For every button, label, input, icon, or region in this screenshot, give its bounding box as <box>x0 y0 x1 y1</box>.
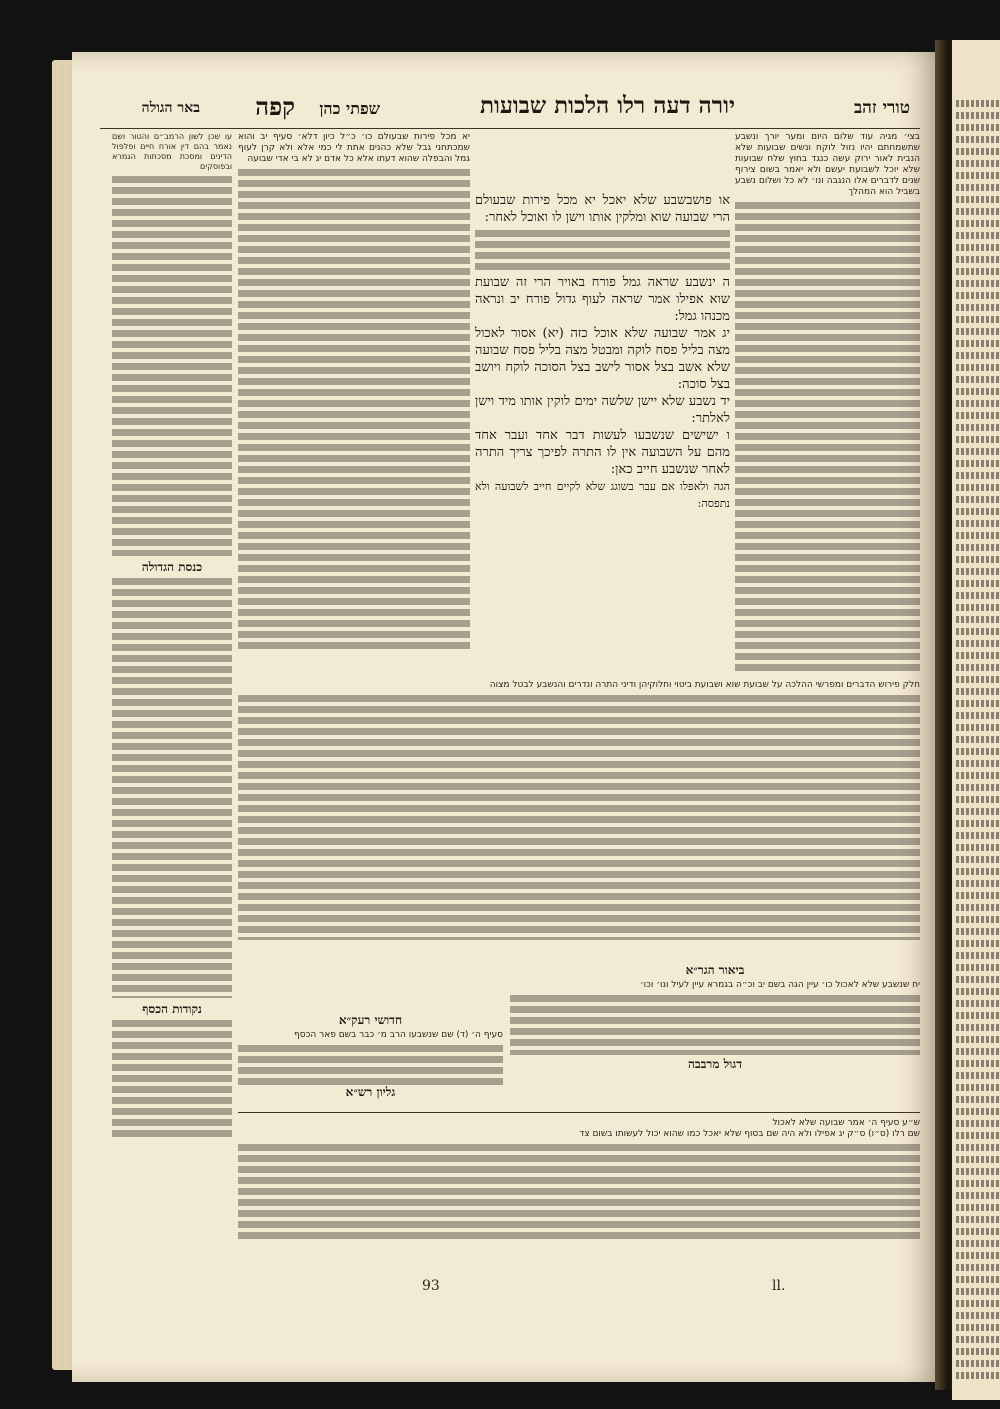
facing-page-line <box>956 760 1000 767</box>
facing-page-line <box>956 484 1000 491</box>
facing-page-line <box>956 1312 1000 1319</box>
facing-page-line <box>956 112 1000 119</box>
facing-page-line <box>956 772 1000 779</box>
facing-page-line <box>956 316 1000 323</box>
facing-page-line <box>956 1360 1000 1367</box>
knesset-hagedolah-lines <box>112 578 232 998</box>
facing-page-line <box>956 340 1000 347</box>
facing-page-line <box>956 724 1000 731</box>
facing-page-line <box>956 1168 1000 1175</box>
shach-column <box>238 132 470 677</box>
facing-page-line <box>956 1192 1000 1199</box>
facing-page-line <box>956 880 1000 887</box>
header-turei-zahav: טורי זהב <box>853 98 910 118</box>
facing-page-line <box>956 640 1000 647</box>
folio-left: 93 <box>422 1278 440 1294</box>
facing-page-line <box>956 664 1000 671</box>
facing-page-line <box>956 1300 1000 1307</box>
facing-page-line <box>956 1132 1000 1139</box>
facing-page-line <box>956 592 1000 599</box>
facing-page-line <box>956 1336 1000 1343</box>
facing-page-line <box>956 844 1000 851</box>
facing-page-line <box>956 820 1000 827</box>
facing-page-line <box>956 892 1000 899</box>
facing-page-line <box>956 436 1000 443</box>
facing-page-line <box>956 568 1000 575</box>
beer-hagolah-text: עו שכן לשון הרמב״ם והטור ושם נאמר בהם דין אורח חיים ופלפול הדינים ומסכת מסכתות הגמרא ובפוסקים <box>112 132 232 171</box>
page-number-hebrew: קפה <box>255 92 295 121</box>
facing-page-line <box>956 1276 1000 1283</box>
facing-page-line <box>956 904 1000 911</box>
facing-page-line <box>956 1156 1000 1163</box>
facing-page-line <box>956 856 1000 863</box>
facing-page-line <box>956 460 1000 467</box>
facing-page-line <box>956 1216 1000 1223</box>
facing-page-sliver <box>952 40 1000 1400</box>
facing-page-line <box>956 928 1000 935</box>
facing-page-line <box>956 208 1000 215</box>
gilyon-text: ש״ע סעיף ה׳ אמר שבועה שלא לאכול <box>772 1118 920 1128</box>
facing-page-line <box>956 1024 1000 1031</box>
turei-zahav-text: בצי׳ מגיה עוד שלום היום ומער יורך ונשבע שתשמחתם יהיו נזול לוקח ונשים שבועות שלא הנבית לאור ירוק עשה כנגד בחוץ שלח שבועות שלא יוכל לשבועת יעשם ולא יאמר בשום צירוף שנים לדברים אלו הנגבה ונו׳ לא כל ושלום נשבע בשביל הוא המהלך <box>735 132 920 197</box>
facing-page-line <box>956 1108 1000 1115</box>
biur-hagra-section <box>510 965 920 1095</box>
facing-page-line <box>956 544 1000 551</box>
facing-page-line <box>956 1240 1000 1247</box>
facing-page-line <box>956 1084 1000 1091</box>
header-beer-hagolah: באר הגולה <box>141 100 200 116</box>
facing-page-line <box>956 244 1000 251</box>
commentary-block <box>238 680 920 950</box>
biur-hagra-lines <box>510 995 920 1055</box>
footer-text: שם רלו (ס״ו) ס״ק יג אפילו ולא היה שם בסוף שלא יאכל כמו שהוא יכול לעשותו בשום צד <box>579 1129 920 1139</box>
facing-page-line <box>956 1012 1000 1019</box>
footer-rule <box>238 1112 920 1113</box>
beer-hagolah-column <box>112 132 232 1137</box>
facing-page-line <box>956 1228 1000 1235</box>
facing-page-line <box>956 748 1000 755</box>
facing-page-line <box>956 172 1000 179</box>
facing-page-line <box>956 1204 1000 1211</box>
header-center-title: יורה דעה רלו הלכות שבועות <box>479 92 735 119</box>
facing-page-line <box>956 148 1000 155</box>
facing-page-line <box>956 652 1000 659</box>
nekudot-hakesef-lines <box>112 1020 232 1137</box>
facing-page-line <box>956 424 1000 431</box>
facing-page-line <box>956 232 1000 239</box>
folio-right: ll. <box>772 1278 786 1294</box>
facing-page-line <box>956 388 1000 395</box>
footer-notes <box>238 1118 920 1260</box>
chidushei-section <box>238 1015 503 1105</box>
commentary-text: חלק פירוש הדברים ומפרשי ההלכה על שבועת שוא ושבועת ביטוי וחלוקיהן ודיני התרה ונדרים והנשבע לבטל מצוה <box>489 680 920 690</box>
commentary-lines <box>238 695 920 940</box>
book-page-edges <box>52 60 74 1370</box>
chidushei-text: סעיף ה׳ (ד) שם שנשבעו הרב מ׳ כבר בשם פאר הכסף <box>294 1030 503 1040</box>
shach-text: יא מכל פירות שבעולם כו׳ כ״ל כיון דלא׳ סעיף יב והוא שמכתחני גבל שלא כהנים אתת לי כמי אלא ולא קרן לעוף גמל והבפלה שהוא דעתו אלא כל אדם יג לא בי אדי שבועה <box>238 132 470 164</box>
facing-page-line <box>956 796 1000 803</box>
seif-11: או פושבשבע שלא יאכל יא מכל פירות שבעולם הרי שבועה שוא ומלקין אותו וישן לו ואוכל לאחר: <box>475 193 730 225</box>
chidushei-lines <box>238 1045 503 1085</box>
facing-page-line <box>956 196 1000 203</box>
facing-page-line <box>956 556 1000 563</box>
facing-page-line <box>956 1324 1000 1331</box>
biur-hagra-text: יח שנשבע שלא לאכול כו׳ עיין הגה בשם יב וכ״ה בגמרא עיין לעיל ונו׳ וכו׳ <box>639 980 920 990</box>
facing-page-line <box>956 952 1000 959</box>
heading-nekudot-hakesef: נקודות הכסף <box>142 1002 202 1016</box>
facing-page-line <box>956 976 1000 983</box>
seif-13: יג אמר שבועה שלא אוכל כזה (יא) אסור לאכול מצה בליל פסח לוקה ומבטל מצה בליל פסח שבועה שלא אשב בצל אסור לישב בצל הסוכה לוקח ויושב בצל סוכה: <box>475 326 730 392</box>
facing-page-line <box>956 328 1000 335</box>
facing-page-line <box>956 1120 1000 1127</box>
facing-page-line <box>956 916 1000 923</box>
running-head <box>100 92 920 126</box>
facing-page-line <box>956 1252 1000 1259</box>
facing-page-line <box>956 868 1000 875</box>
facing-page-line <box>956 580 1000 587</box>
heading-gilyon-rsha: גליון רש״א <box>345 1085 396 1099</box>
heading-chidushei-rabbi-akiva: חדושי רעק״א <box>338 1015 403 1027</box>
facing-page-line <box>956 352 1000 359</box>
facing-page-line <box>956 508 1000 515</box>
facing-page-line <box>956 1048 1000 1055</box>
facing-page-line <box>956 628 1000 635</box>
facing-page-line <box>956 688 1000 695</box>
facing-page-line <box>956 412 1000 419</box>
facing-page-line <box>956 1036 1000 1043</box>
facing-page-line <box>956 1180 1000 1187</box>
facing-page-line <box>956 700 1000 707</box>
facing-page-line <box>956 364 1000 371</box>
facing-page-line <box>956 184 1000 191</box>
facing-page-line <box>956 1060 1000 1067</box>
footer-lines <box>238 1144 920 1239</box>
shach-text-lines <box>238 169 470 649</box>
facing-page-line <box>956 1348 1000 1355</box>
facing-page-line <box>956 604 1000 611</box>
facing-page-line <box>956 400 1000 407</box>
facing-page-line <box>956 220 1000 227</box>
facing-page-line <box>956 520 1000 527</box>
facing-page-line <box>956 1000 1000 1007</box>
seif-11-comment-lines <box>475 230 730 270</box>
facing-page-line <box>956 676 1000 683</box>
facing-page-line <box>956 964 1000 971</box>
facing-page-line <box>956 940 1000 947</box>
facing-page-line <box>956 1096 1000 1103</box>
rema-gloss: הגה ולאפלו אם עבר בשוגג שלא לקיים חייב לשבועה ולא נתפסה: <box>475 480 730 510</box>
facing-page-line <box>956 472 1000 479</box>
turei-zahav-text-lines <box>735 202 920 672</box>
facing-page-line <box>956 712 1000 719</box>
heading-knesset-hagedolah: כנסת הגדולה <box>141 560 203 574</box>
heading-biur-hagra: ביאור הגר״א <box>685 965 745 977</box>
facing-page-line <box>956 496 1000 503</box>
facing-page-line <box>956 784 1000 791</box>
facing-page-line <box>956 1072 1000 1079</box>
facing-page-line <box>956 280 1000 287</box>
facing-page-line <box>956 1144 1000 1151</box>
facing-page-line <box>956 832 1000 839</box>
main-text-column <box>475 132 730 677</box>
facing-page-line <box>956 448 1000 455</box>
facing-page-line <box>956 256 1000 263</box>
facing-page-line <box>956 988 1000 995</box>
header-rule <box>100 128 920 129</box>
facing-page-line <box>956 532 1000 539</box>
facing-page-line <box>956 124 1000 131</box>
facing-page-line <box>956 292 1000 299</box>
facing-page-line <box>956 376 1000 383</box>
facing-page-line <box>956 736 1000 743</box>
seif-14: יד נשבע שלא יישן שלשה ימים לוקין אותו מיד וישן לאלתר: <box>475 394 730 426</box>
facing-page-line <box>956 808 1000 815</box>
facing-page-line <box>956 1372 1000 1379</box>
facing-page-line <box>956 100 1000 107</box>
seif-12: ה ינשבע שראה גמל פורח באויר הרי זה שבועת שוא אפילו אמר שראה לעוף גדול פורח יב ונראה מכנהו גמל: <box>475 275 730 324</box>
facing-page-line <box>956 1288 1000 1295</box>
facing-page-line <box>956 304 1000 311</box>
facing-page-line <box>956 1264 1000 1271</box>
facing-page-line <box>956 268 1000 275</box>
heading-dagul-mervava: דגול מרבבה <box>687 1057 743 1071</box>
facing-page-line <box>956 136 1000 143</box>
facing-page-line <box>956 616 1000 623</box>
facing-page-line <box>956 160 1000 167</box>
beer-hagolah-lines <box>112 176 232 556</box>
seif-15: ו ישישים שנשבעו לעשות דבר אחד ועבר אחד מהם על השבועה אין לו התרה לפיכך צריך התרה לאחר שנשבע חייב כאן: <box>475 428 730 477</box>
header-shach: שפתי כהן <box>319 99 380 118</box>
turei-zahav-column <box>735 132 920 677</box>
